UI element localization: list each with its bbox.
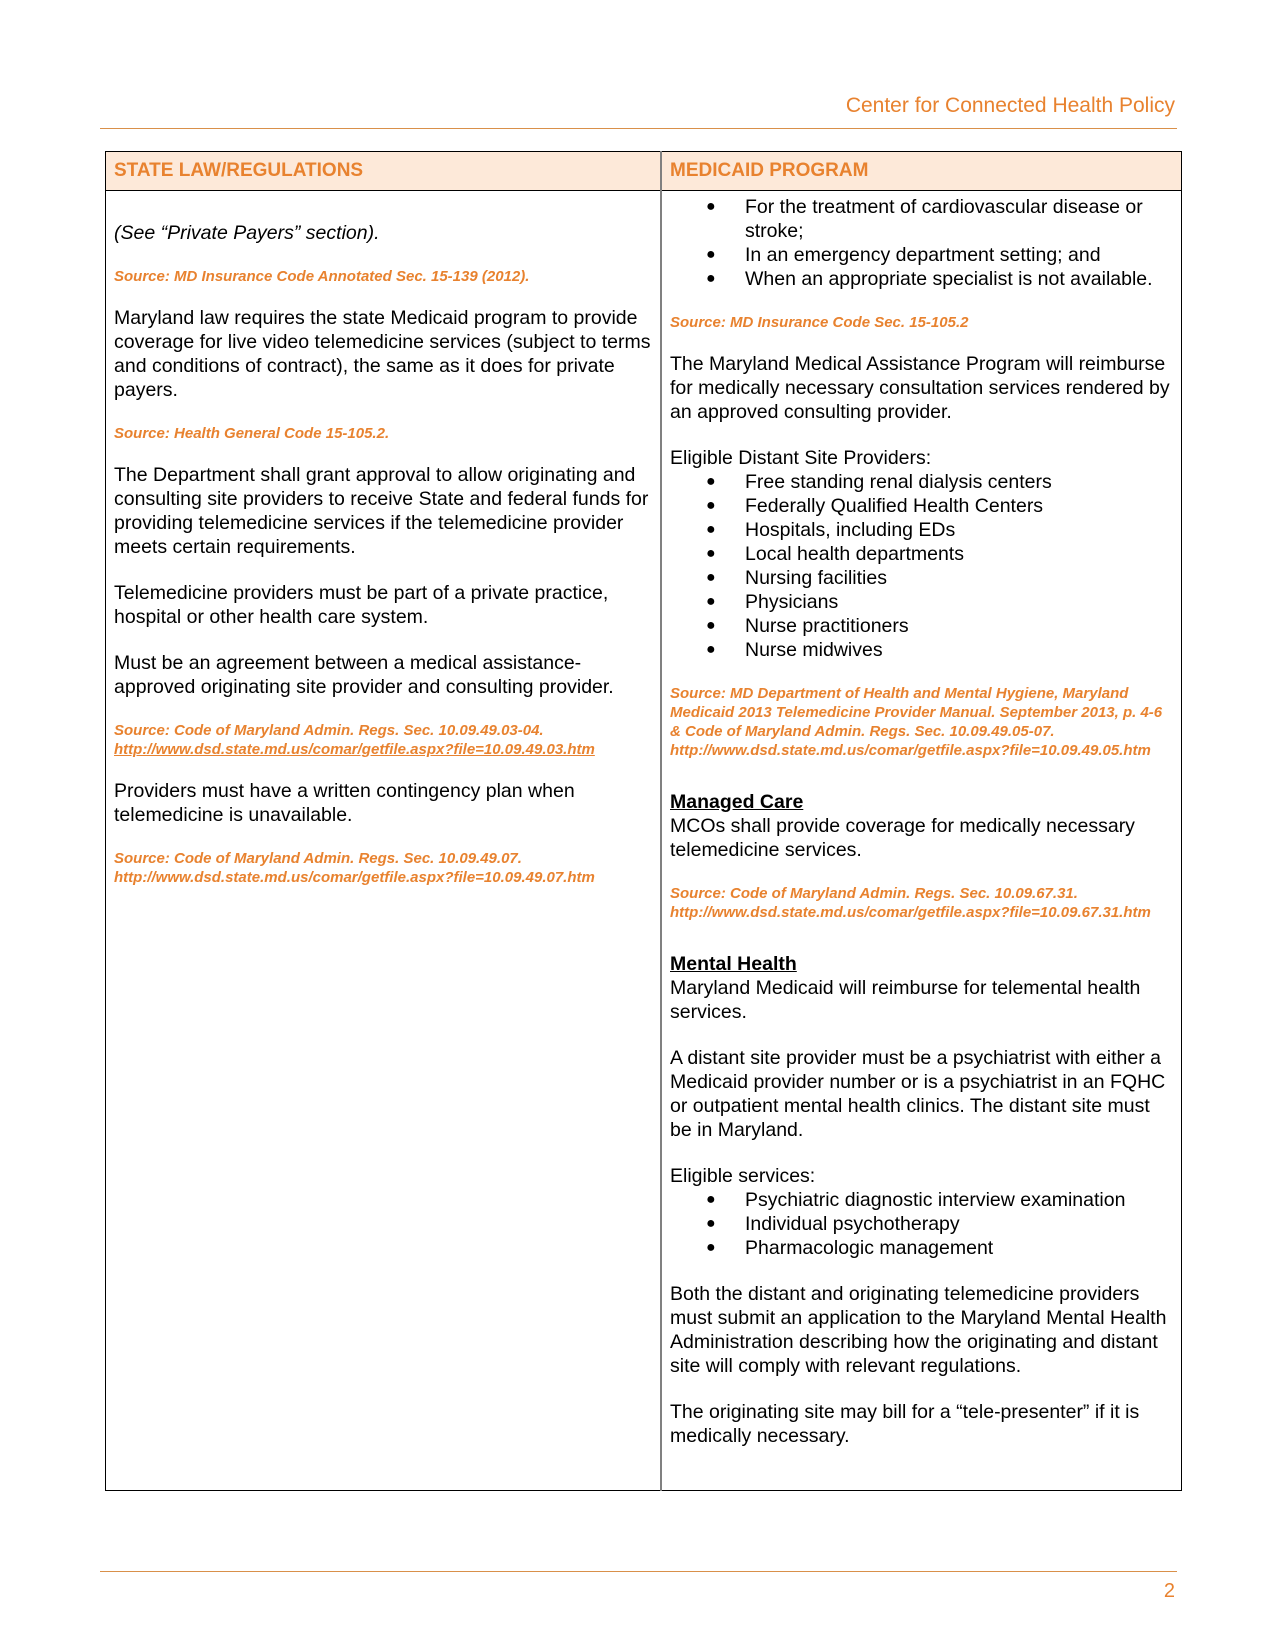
managed-care-text: MCOs shall provide coverage for medically necessary telemedicine services. [670,815,1135,861]
paragraph: Maryland law requires the state Medicaid program to provide coverage for live video telemedicine services (subject to terms and conditions of contract), the same as it does for private payers. [114,307,651,401]
paragraph: The Department shall grant approval to allow originating and consulting site providers to receive State and federal funds for providing telemedicine services if the telemedicine provider meets certain requirements. [114,464,649,558]
mental-health-section [670,952,1173,1024]
source-text: Source: Code of Maryland Admin. Regs. Sec. 10.09.49.07. [114,850,522,867]
paragraph: Must be an agreement between a medical assistance-approved originating site provider and consulting provider. [114,652,614,698]
footer-divider [100,1571,1177,1572]
source-citation: Source: Health General Code 15-105.2. [114,425,390,442]
managed-care-section [670,790,1173,862]
list-item: ● Physicians [706,591,839,613]
list-item: ● Hospitals, including EDs [706,519,956,541]
list-item: ● Free standing renal dialysis centers [706,471,1052,493]
list-item: ● Psychiatric diagnostic interview examination [706,1189,1126,1211]
source-link[interactable]: http://www.dsd.state.md.us/comar/getfile.aspx?file=10.09.67.31.htm [670,904,1151,921]
bullet-icon: ● [706,497,716,514]
source-link[interactable]: http://www.dsd.state.md.us/comar/getfile.aspx?file=10.09.49.05.htm [670,742,1151,759]
medicaid-cell [661,191,1182,1491]
paragraph: The originating site may bill for a “tele-presenter” if it is medically necessary. [670,1401,1140,1447]
source-text: Source: Code of Maryland Admin. Regs. Sec. 10.09.67.31. [670,885,1078,902]
column-header-state-law: STATE LAW/REGULATIONS [106,152,662,191]
source-citation [114,721,652,759]
source-citation [670,884,1173,922]
criteria-list [670,195,1173,291]
managed-care-heading: Managed Care [670,791,804,813]
mental-health-heading: Mental Health [670,953,797,975]
source-citation: Source: MD Insurance Code Annotated Sec. 15-139 (2012). [114,268,530,285]
list-item: ● Federally Qualified Health Centers [706,495,1044,517]
services-list [670,1188,1173,1260]
source-citation [114,849,652,887]
column-header-medicaid: MEDICAID PROGRAM [661,152,1182,191]
bullet-icon: ● [706,641,716,658]
source-citation [670,684,1173,760]
header-title: Center for Connected Health Policy [845,94,1175,117]
list-item: ● In an emergency department setting; and [706,244,1101,266]
paragraph: Both the distant and originating telemedicine providers must submit an application to the Maryland Mental Health Administration describing how the originating and distant site will comply with relevant regulations. [670,1283,1167,1377]
bullet-icon: ● [706,473,716,490]
bullet-icon: ● [706,246,716,263]
source-link[interactable]: http://www.dsd.state.md.us/comar/getfile.aspx?file=10.09.49.07.htm [114,869,595,886]
see-private-payers-note: (See “Private Payers” section). [114,222,380,244]
bullet-icon: ● [706,1215,716,1232]
list-item: ● When an appropriate specialist is not available. [706,268,1153,290]
bullet-icon: ● [706,198,716,215]
list-item: ● Local health departments [706,543,964,565]
list-item: ● For the treatment of cardiovascular disease or stroke; [706,196,1143,242]
header-divider [100,128,1177,129]
eligible-providers-label: Eligible Distant Site Providers: [670,447,932,469]
bullet-icon: ● [706,521,716,538]
state-law-cell [106,191,662,1491]
list-item: ● Nurse practitioners [706,615,909,637]
page-number: 2 [1163,1580,1175,1602]
paragraph: The Maryland Medical Assistance Program will reimburse for medically necessary consultation services rendered by an approved consulting provider. [670,353,1170,423]
paragraph: Providers must have a written contingency plan when telemedicine is unavailable. [114,780,575,826]
mental-health-text: Maryland Medicaid will reimburse for telemental health services. [670,977,1141,1023]
list-item: ● Pharmacologic management [706,1237,994,1259]
bullet-icon: ● [706,1239,716,1256]
list-item: ● Individual psychotherapy [706,1213,960,1235]
list-item: ● Nursing facilities [706,567,887,589]
providers-list [670,470,1173,662]
bullet-icon: ● [706,593,716,610]
bullet-icon: ● [706,569,716,586]
eligible-services-label: Eligible services: [670,1165,816,1187]
bullet-icon: ● [706,617,716,634]
bullet-icon: ● [706,545,716,562]
bullet-icon: ● [706,270,716,287]
policy-table [105,151,1182,1491]
source-link[interactable]: http://www.dsd.state.md.us/comar/getfile.aspx?file=10.09.49.03.htm [114,741,595,758]
paragraph: Telemedicine providers must be part of a private practice, hospital or other health care system. [114,582,609,628]
source-text: Source: MD Department of Health and Mental Hygiene, Maryland Medicaid 2013 Telemedicine Provider Manual. September 2013, p. 4-6 & Code of Maryland Admin. Regs. Sec. 10.09.49.05-07. [670,685,1163,740]
paragraph: A distant site provider must be a psychiatrist with either a Medicaid provider number or is a psychiatrist in an FQHC or outpatient mental health clinics. The distant site must be in Maryland. [670,1047,1166,1141]
source-text: Source: Code of Maryland Admin. Regs. Sec. 10.09.49.03-04. [114,722,544,739]
list-item: ● Nurse midwives [706,639,883,661]
source-citation: Source: MD Insurance Code Sec. 15-105.2 [670,314,969,331]
bullet-icon: ● [706,1191,716,1208]
